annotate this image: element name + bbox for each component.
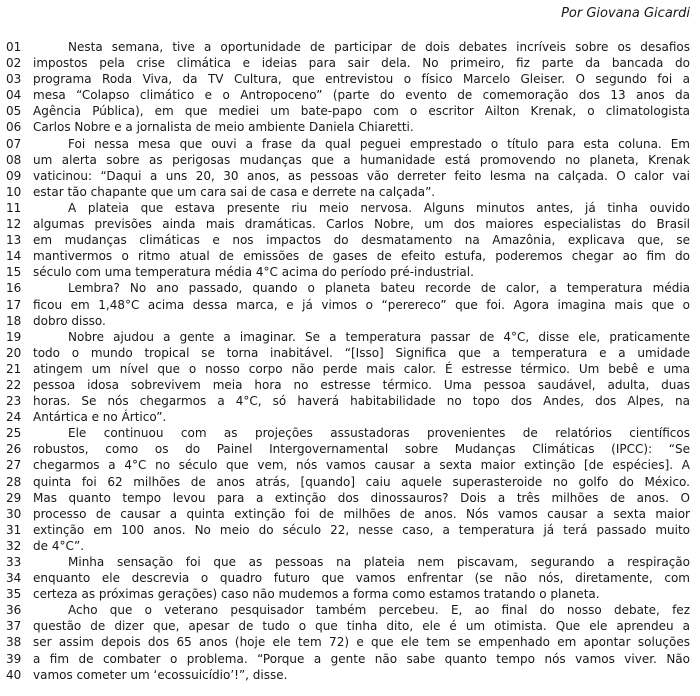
line-text: em mudanças climáticas e nos impactos do desmatamento na Amazônia, explicava que, se	[33, 233, 690, 248]
line-number: 01	[6, 40, 22, 54]
line-number: 03	[6, 72, 22, 87]
line-text: a fim de combater o problema. “Porque a gente não sabe quanto tempo nós vamos viver. Não	[33, 651, 690, 666]
line-text: processo de causar a quinta extinção foi de milhões de anos. Nós vamos causar a sexta maior	[33, 506, 690, 521]
line-number: 06	[6, 120, 22, 135]
text-line	[6, 474, 690, 490]
text-line	[6, 329, 690, 345]
text-line	[6, 280, 690, 296]
text-line	[6, 634, 690, 650]
line-text: A plateia que estava presente riu meio nervosa. Alguns minutos antes, já tinha ouvido	[68, 200, 690, 215]
line-number: 27	[6, 458, 22, 473]
lines	[6, 39, 690, 683]
line-text: dobro disso.	[33, 313, 106, 328]
line-number: 14	[6, 249, 22, 264]
text-line	[6, 361, 690, 377]
line-text: Lembra? No ano passado, quando o planeta bateu recorde de calor, a temperatura média	[68, 281, 690, 296]
line-text: vamos cometer um ‘ecossuicídio’!”, disse.	[33, 667, 288, 682]
text-line	[6, 152, 690, 168]
line-text: atingem um nível que o nosso corpo não perde mais calor. É estresse térmico. Um bebê e uma	[33, 361, 690, 376]
line-number: 19	[6, 329, 22, 344]
line-text: extinção em 100 anos. No meio do século 22, nesse caso, a temperatura já terá passado muito	[33, 522, 690, 537]
text-line	[6, 522, 690, 538]
line-text: impostos pela crise climática e ideias para sair dela. No primeiro, fiz parte da bancada do	[33, 56, 690, 71]
line-number: 09	[6, 168, 22, 183]
line-text: mesa “Colapso climático e o Antropoceno” (parte do evento de comemoração dos 13 anos da	[33, 88, 690, 103]
line-number: 17	[6, 297, 22, 312]
line-number: 24	[6, 410, 22, 425]
line-number: 18	[6, 313, 22, 328]
line-number: 28	[6, 474, 22, 489]
line-text: Antártica e no Ártico”.	[33, 410, 167, 425]
text-line	[6, 441, 690, 457]
line-number: 04	[6, 88, 22, 103]
text-line	[6, 490, 690, 506]
text-line	[6, 667, 690, 683]
line-number: 33	[6, 555, 22, 569]
line-text: mantivermos o ritmo atual de emissões de gases de efeito estufa, poderemos chegar ao fim do	[33, 249, 690, 264]
text-line	[6, 586, 690, 602]
text-line	[6, 55, 690, 71]
text-line	[6, 200, 690, 216]
text-line	[6, 313, 690, 329]
text-line	[6, 248, 690, 264]
line-text: estar tão chapante que um cara sai de casa e derrete na calçada”.	[33, 184, 436, 199]
text-line	[6, 409, 690, 425]
text-line	[6, 103, 690, 119]
line-number: 20	[6, 345, 22, 360]
line-text: de 4°C”.	[33, 538, 85, 553]
text-line	[6, 136, 690, 152]
line-text: Foi nessa mesa que ouvi a frase da qual peguei emprestado o título para esta coluna. Em	[68, 136, 690, 151]
line-number: 29	[6, 490, 22, 505]
text-line	[6, 87, 690, 103]
text-line	[6, 618, 690, 634]
text-line	[6, 168, 690, 184]
text-line	[6, 393, 690, 409]
line-number: 40	[6, 667, 22, 682]
line-number: 12	[6, 217, 22, 232]
line-number: 34	[6, 571, 22, 586]
text-line	[6, 570, 690, 586]
line-text: questão de dizer que, apesar de tudo o que tinha dito, ele é um otimista. Que ele aprendeu a	[33, 619, 690, 634]
line-number: 31	[6, 522, 22, 537]
line-text: Nesta semana, tive a oportunidade de participar de dois debates incríveis sobre os desafios	[68, 40, 690, 54]
line-number: 02	[6, 56, 22, 71]
line-text: Mas quanto tempo levou para a extinção dos dinossauros? Dois a três milhões de anos. O	[33, 490, 690, 505]
line-text: ficou em 1,48°C acima dessa marca, e já vimos o “perereco” que foi. Agora imagina mais que o	[33, 297, 690, 312]
text-line	[6, 651, 690, 667]
line-number: 11	[6, 200, 22, 215]
line-text: Carlos Nobre e a jornalista de meio ambiente Daniela Chiaretti.	[33, 120, 414, 135]
text-line	[6, 184, 690, 200]
text-line	[6, 554, 690, 570]
line-text: robustos, como os do Painel Intergovernamental sobre Mudanças Climáticas (IPCC): “Se	[33, 442, 690, 457]
line-number: 30	[6, 506, 22, 521]
line-text: certeza as próximas gerações) caso não mudemos a forma como estamos tratando o planeta.	[33, 587, 600, 602]
line-number: 13	[6, 233, 22, 248]
line-number: 16	[6, 281, 22, 296]
byline: Por Giovana Gicardi	[561, 6, 690, 21]
text-line	[6, 538, 690, 554]
line-number: 35	[6, 587, 22, 602]
text-line	[6, 232, 690, 248]
line-number: 32	[6, 538, 22, 553]
text-line	[6, 297, 690, 313]
line-text: todo o mundo tropical se torna inabitável. “[Isso] Significa que a temperatura e a umidade	[33, 345, 690, 360]
text-line	[6, 425, 690, 441]
text-line	[6, 457, 690, 473]
line-number: 38	[6, 635, 22, 650]
line-text: enquanto ele descrevia o quadro futuro que vamos enfrentar (se não nós, diretamente, com	[33, 571, 690, 586]
line-number: 05	[6, 104, 22, 119]
line-text: algumas previsões ainda mais dramáticas. Carlos Nobre, um dos maiores especialistas do Brasil	[33, 217, 690, 232]
line-text: quinta foi 62 milhões de anos atrás, [quando] caiu aquele superasteroide no golfo do México.	[33, 474, 690, 489]
line-number: 37	[6, 619, 22, 634]
line-text: vaticinou: “Daqui a uns 20, 30 anos, as pessoas vão derreter feito lesma na calçada. O calor vai	[33, 168, 690, 183]
text-line	[6, 264, 690, 280]
text-line	[6, 216, 690, 232]
line-text: horas. Se nós chegarmos a 4°C, só haverá habitabilidade no topo dos Andes, dos Alpes, na	[33, 394, 690, 409]
line-number: 26	[6, 442, 22, 457]
line-number: 10	[6, 184, 22, 199]
text-line	[6, 602, 690, 618]
line-text: Nobre ajudou a gente a imaginar. Se a temperatura passar de 4°C, disse ele, praticamente	[68, 329, 690, 344]
line-number: 36	[6, 603, 22, 618]
text-line	[6, 71, 690, 87]
line-text: pessoa idosa sobrevivem meia hora no estresse térmico. Uma pessoa saudável, adulta, duas	[33, 377, 690, 392]
line-text: ser assim depois dos 65 anos (hoje ele tem 72) e que ele tem se empenhado em apontar soluções	[33, 635, 690, 650]
line-text: Ele continuou com as projeções assustadoras provenientes de relatórios científicos	[68, 426, 690, 441]
line-number: 07	[6, 136, 22, 151]
line-number: 39	[6, 651, 22, 666]
line-text: um alerta sobre as perigosas mudanças que a humanidade está promovendo no planeta, Krenak	[33, 152, 690, 167]
line-text: Agência Pública), em que mediei um bate-papo com o escritor Ailton Krenak, o climatologista	[33, 104, 690, 119]
text-line	[6, 506, 690, 522]
line-text: século com uma temperatura média 4°C acima do período pré-industrial.	[33, 265, 474, 280]
line-text: programa Roda Viva, da TV Cultura, que entrevistou o físico Marcelo Gleiser. O segundo foi a	[33, 72, 690, 87]
line-number: 25	[6, 426, 22, 441]
text-line	[6, 377, 690, 393]
text-line	[6, 119, 690, 135]
line-text: Minha sensação foi que as pessoas na plateia nem piscavam, segurando a respiração	[68, 555, 690, 569]
line-number: 08	[6, 152, 22, 167]
line-number: 21	[6, 361, 22, 376]
line-number: 23	[6, 394, 22, 409]
line-number: 15	[6, 265, 22, 280]
line-text: Acho que o veterano pesquisador também percebeu. E, ao final do nosso debate, fez	[68, 603, 690, 618]
text-line	[6, 345, 690, 361]
text-line	[6, 39, 690, 55]
line-text: chegarmos a 4°C no século que vem, nós vamos causar a sexta maior extinção [de espécies]. A	[33, 458, 690, 473]
line-number: 22	[6, 377, 22, 392]
